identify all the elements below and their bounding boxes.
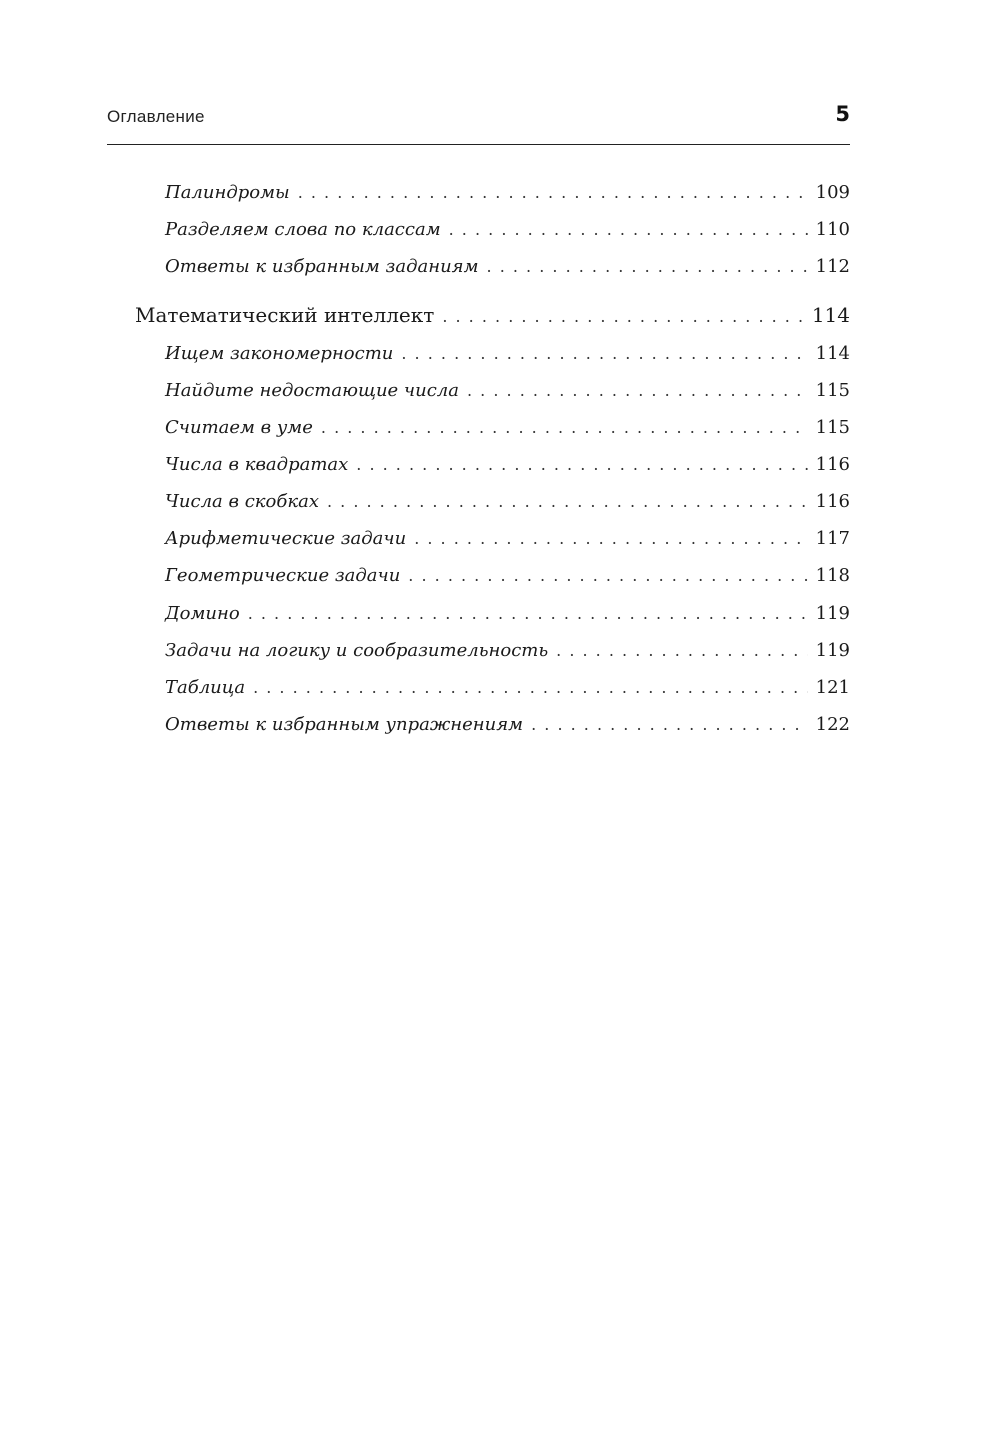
toc-entry-page: 119 (815, 603, 850, 624)
toc-entry[interactable] (165, 453, 850, 477)
dot-leader (531, 713, 808, 737)
toc-entry[interactable] (165, 713, 850, 737)
dot-leader (408, 564, 807, 588)
dot-leader (556, 639, 807, 663)
toc-entry-page: 119 (815, 640, 850, 661)
dot-leader (248, 602, 808, 626)
toc-entry-page: 116 (815, 454, 850, 475)
toc-chapter-entry[interactable] (135, 303, 850, 329)
toc-entry-title: Таблица (165, 677, 246, 698)
toc-entry[interactable] (165, 218, 850, 242)
toc-entry[interactable] (165, 527, 850, 551)
toc-entry-page: 114 (815, 343, 850, 364)
toc-entry-title: Ищем закономерности (165, 343, 394, 364)
toc-entry[interactable] (165, 639, 850, 663)
toc-entry-page: 121 (815, 677, 850, 698)
toc-entry[interactable] (165, 676, 850, 700)
toc-entry[interactable] (165, 379, 850, 403)
dot-leader (253, 676, 808, 700)
toc-entry-page: 109 (815, 182, 850, 203)
dot-leader (487, 255, 808, 279)
toc-entry-page: 115 (815, 380, 850, 401)
toc-entry[interactable] (165, 490, 850, 514)
toc-entry-page: 115 (815, 417, 850, 438)
toc-entry-title: Задачи на логику и сообразительность (165, 640, 549, 661)
toc-entry-title: Арифметические задачи (165, 528, 407, 549)
toc-entry-title: Числа в квадратах (165, 454, 349, 475)
toc-entry[interactable] (165, 416, 850, 440)
toc-entry[interactable] (165, 181, 850, 205)
toc-entry-title: Разделяем слова по классам (165, 219, 441, 240)
page-number: 5 (835, 102, 850, 126)
dot-leader (414, 527, 807, 551)
dot-leader (442, 305, 803, 329)
dot-leader (321, 416, 808, 440)
toc-chapter-title: Математический интеллект (135, 303, 435, 327)
dot-leader (467, 379, 808, 403)
dot-leader (401, 342, 807, 366)
toc-entry-title: Геометрические задачи (165, 565, 401, 586)
toc-entry[interactable] (165, 602, 850, 626)
header-title: Оглавление (107, 107, 205, 126)
toc-chapter-page: 114 (811, 303, 850, 327)
toc-entry-title: Числа в скобках (165, 491, 319, 512)
dot-leader (298, 181, 808, 205)
toc-entry-page: 117 (815, 528, 850, 549)
dot-leader (449, 218, 808, 242)
toc-entry[interactable] (165, 564, 850, 588)
toc-entry-title: Домино (165, 603, 240, 624)
toc-entry-page: 112 (815, 256, 850, 277)
toc-entry-title: Ответы к избранным заданиям (165, 256, 479, 277)
toc-entry-page: 122 (815, 714, 850, 735)
dot-leader (327, 490, 808, 514)
toc-entry-page: 118 (815, 565, 850, 586)
running-header (107, 96, 850, 145)
toc-entry[interactable] (165, 255, 850, 279)
toc-entry-title: Считаем в уме (165, 417, 313, 438)
dot-leader (356, 453, 807, 477)
toc-entry[interactable] (165, 342, 850, 366)
toc-entry-title: Найдите недостающие числа (165, 380, 459, 401)
toc-entry-title: Палиндромы (165, 182, 290, 203)
toc-entry-page: 116 (815, 491, 850, 512)
toc-entry-title: Ответы к избранным упражнениям (165, 714, 524, 735)
toc-entry-page: 110 (815, 219, 850, 240)
